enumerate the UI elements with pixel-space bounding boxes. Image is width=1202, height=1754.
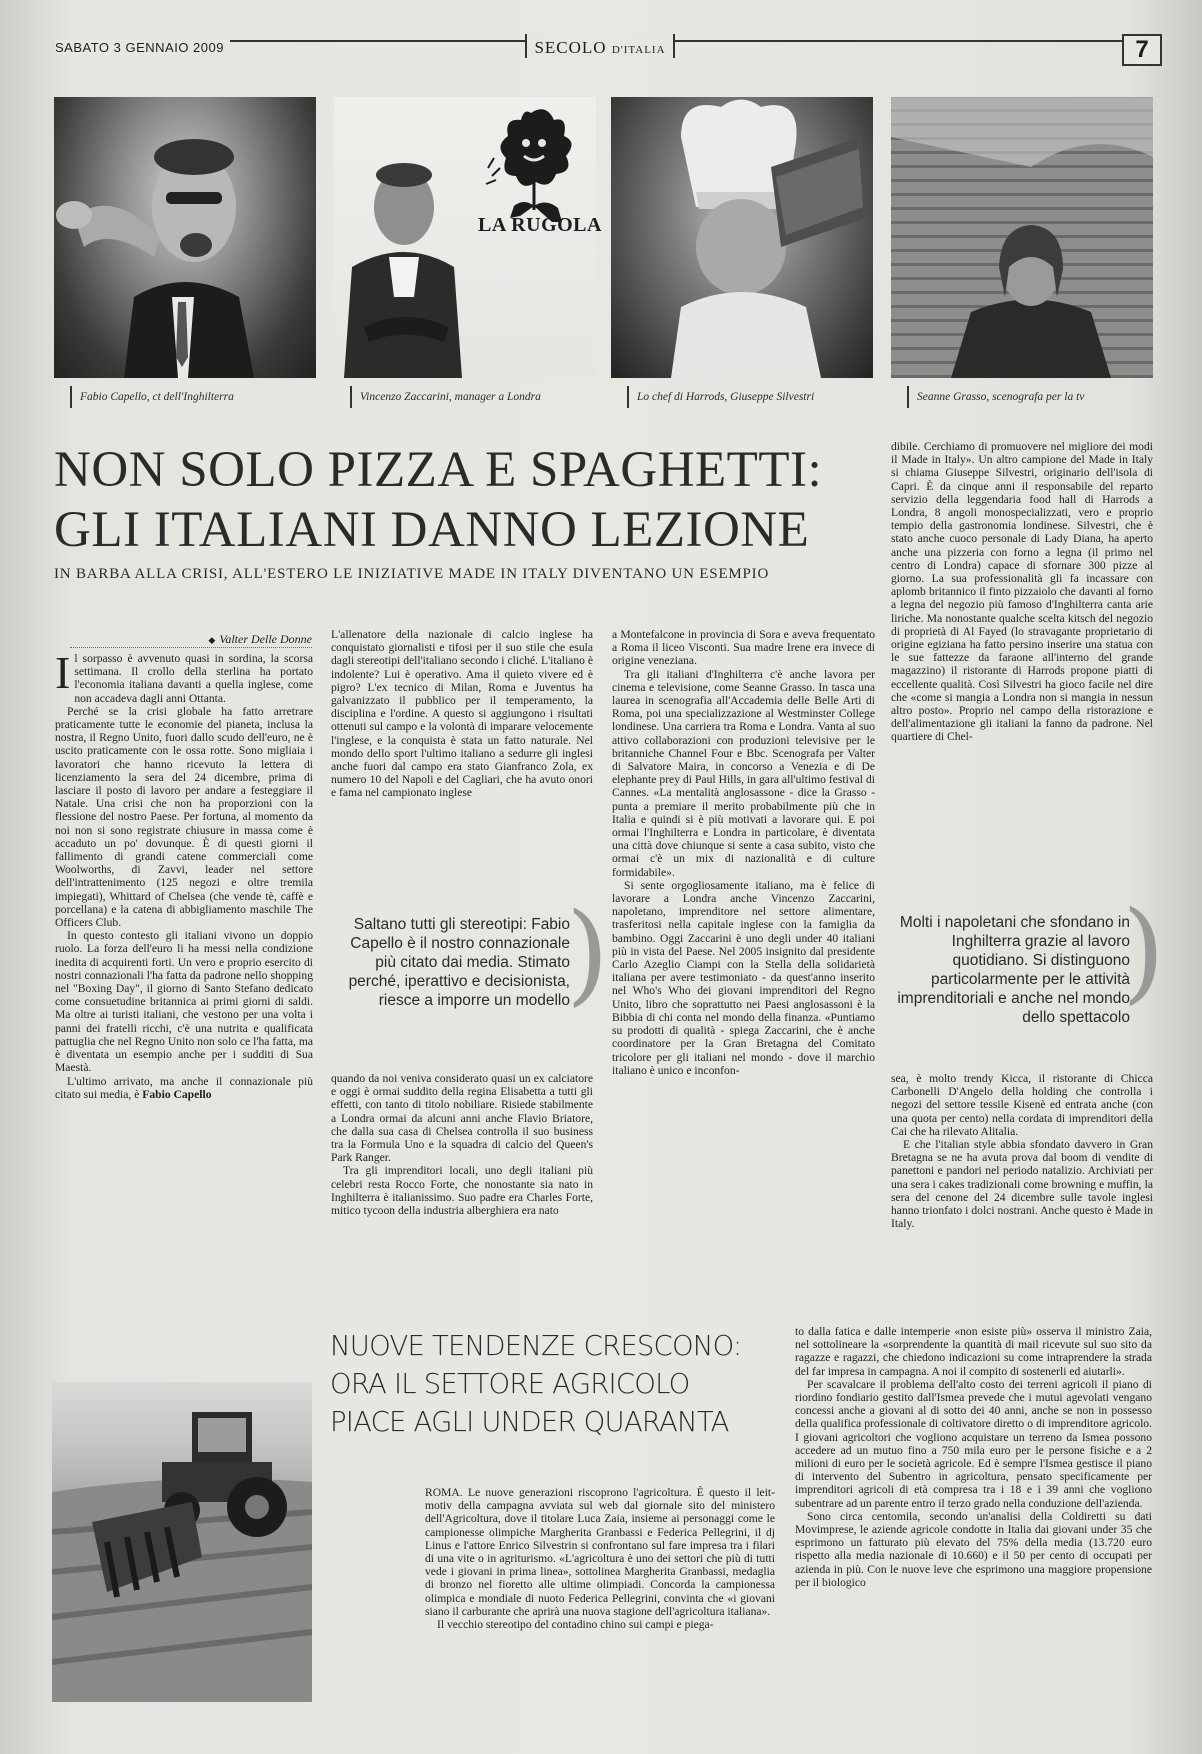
article1-col4-para: E che l'italian style abbia sfondato davvero in Gran Bretagna se ne ha avuta prova dal boom di vendite di panettoni e pandori nel periodo natalizio. Archiviati per una sera i cakes tradizionali come browning e muffin, la sera del cenone del 24 dicembre sulle tavole inglesi hanno trionfato i dolci nostrani. Anche questo è Made in Italy. [891, 1138, 1153, 1231]
article2-col1-para: ROMA. Le nuove generazioni riscoprono l'agricoltura. È questo il leit-motiv della campagna avviata sul web dal giornale sito del ministero dell'Agricoltura, dove il titolare Luca Zaia, insieme ai personaggi come le campionesse olimpiche Margherita Granbassi e Federica Pellegrini, il dj Linus e l'attore Enrico Silvestrin si confrontano sul fare impresa tra i filari di una vite o in agriturismo. «L'agricoltura è uno dei settori che più di tutti vede i giovani in prima linea», sottolinea Margherita Granbassi, medaglia di bronzo nel fioretto alle ultime olimpiadi. Concorda la campionessa olimpica e mondiale di nuoto Federica Pellegrini, convinta che «i giovani siano il carburante che aprirà una nuova stagione dell'agricoltura italiana». [425, 1486, 775, 1618]
article2-col2-para: to dalla fatica e dalle intemperie «non esiste più» osserva il ministro Zaia, nel sottolineare la «sorprendente la quantità di mail ricevute sul suo sito da ragazze e ragazzi, che chiedono indicazioni su come intraprendere la strada del far impresa in campagna. A noi il compito di sostenerli ed aiutarli». [795, 1325, 1152, 1378]
article2-column-2 [795, 1325, 1152, 1705]
secondary-headline-line1: NUOVE TENDENZE CRESCONO: [330, 1330, 742, 1362]
main-headline-line2: GLI ITALIANI DANNO LEZIONE [54, 502, 810, 558]
byline: ◆ Valter Delle Donne [70, 632, 312, 648]
pull-quote-1: Saltano tutti gli stereotipi: Fabio Capello è il nostro connazionale più citato dai media. Stimato perché, iperattivo e decisionista, riesce a imporre un modello [348, 916, 570, 1009]
article1-col3-para: a Montefalcone in provincia di Sora e aveva frequentato a Roma il liceo Visconti. Sua madre Irene era invece di origine veneziana. [612, 628, 875, 668]
caption-grasso: Seanne Grasso, scenografa per la tv [907, 386, 1143, 408]
article1-column-1 [55, 652, 313, 1292]
article1-column-2-top [331, 628, 593, 874]
article1-col3-para: Si sente orgogliosamente italiano, ma è felice di lavorare a Londra anche Vincenzo Zaccarini, napoletano, imprenditore nel settore alimentare, trasferitosi nella capitale inglese con la famiglia da bambino. Oggi Zaccarini è uno degli under 40 italiani più in vista del Paese. Nel 2005 insignito dal presidente Carlo Azeglio Ciampi con la Stella della solidarietà italiana per avere testimoniato - da quest'anno inserito nel Who's Who dei giovani imprenditori del Regno Unito, libro che soprattutto nei Paesi anglosassoni è la Bibbia di chi conta nel mondo della finanza. «Puntiamo su prodotti di qualità - spiega Zaccarini, che è anche coordinatore per la Gran Bretagna del Comitato tricolore per gli italiani nel mondo - dove il marchio italiano è unico e inconfon- [612, 878, 875, 1077]
article1-column-4-bottom [891, 1072, 1153, 1297]
caption-capello: Fabio Capello, ct dell'Inghilterra [70, 386, 234, 408]
main-headline [54, 440, 884, 560]
photo-giuseppe-silvestri [611, 97, 873, 378]
pull-quote-1-brace-icon: ) [566, 889, 609, 1017]
pull-quote-2: Molti i napoletani che sfondano in Inghilterra grazie al lavoro quotidiano. Si distinguono particolarmente per le attività imprenditoriali e anche nel mondo dello spettacolo [897, 914, 1130, 1026]
article1-column-4-top [891, 440, 1153, 880]
article1-col4-para: dibile. Cerchiamo di promuovere nel migliore dei modi il Made in Italy». Un altro campione del Made in Italy si chiama Giuseppe Silvestri, originario dell'isola di Capri. È da cinque anni il responsabile del reparto servizio della leggendaria food hall di Harrods a Londra, 8 angoli monospecializzati, vero e proprio tempio della gastronomia londinese. Silvestri, che è stato anche cuoco personale di Lady Diana, ha aperto anche una pizzeria con forno a legna (il primo nel centro di Londra) capace di sfornare 300 pizze al giorno. La sua professionalità gli fa incassare con aplomb britannico il finto pizzaiolo che davanti al forno a legna del negozio più famoso d'Inghilterra canta arie liriche. Ma nonostante qualche scelta kitsch del negozio di proprietà di Al Fayed (lo stravagante proprietario di origine egiziana ha fatto persino inserire una statua con le sue fattezze da faraone all'interno del grande magazzino) il ristorante di Harrods propone piatti di eccellente qualità. Così Silvestri ha gioco facile nel dire che «come si mangia a Londra non si mangia in nessun altro posto». Proprio nel campo della ristorazione e dell'alimentazione gli italiani la fanno da padrone. Nel quartiere di Chel- [891, 440, 1153, 744]
masthead [525, 34, 675, 58]
caption-zaccarini: Vincenzo Zaccarini, manager a Londra [350, 386, 541, 408]
article2-col2-para: Sono circa centomila, secondo un'analisi della Coldiretti su dati Movimprese, le aziende agricole condotte in Italia dai giovani under 35 che esprimono un fatturato più elevato del 75% della media (13.720 euro rispetto alla media nazionale di 10.660) e il 50 per cento di occupati per azienda in più. Con le nuove leve che esprimono una maggiore propensione per il biologico [795, 1509, 1152, 1589]
article2-dateline: ROMA. [425, 1486, 463, 1499]
article1-column-2-bottom [331, 1072, 593, 1297]
main-subhead: IN BARBA ALLA CRISI, ALL'ESTERO LE INIZIATIVE MADE IN ITALY DIVENTANO UN ESEMPIO [54, 566, 770, 582]
article1-col2-para: quando da noi veniva considerato quasi un ex calciatore e oggi è ormai suddito della regina Elisabetta a tutti gli effetti, con tanto di titolo nobiliare. Risiede stabilmente a Londra ormai da alcuni anni anche Flavio Briatore, che dalla sua casa di Chelsea controlla il suo business tra la Formula Uno e la squadra di calcio del Queen's Park Ranger. [331, 1072, 593, 1165]
article1-column-3 [612, 628, 875, 1297]
masthead-name: SECOLO [534, 38, 607, 57]
photo-fabio-capello [54, 97, 316, 378]
dropcap: I [55, 652, 71, 698]
article1-col1-para: Perché se la crisi globale ha fatto arretrare praticamente tutte le economie del pianeta, inclusa la nostra, il Regno Unito, fuori dallo scudo dell'euro, ne è uscito praticamente con le ossa rotte. Sono migliaia i lavoratori che hanno ricevuto la lettera di licenziamento la sera del 24 dicembre, prima di lasciare il posto di lavoro per andare a festeggiare il Natale. Una crisi che non ha proporzioni con la flessione del nostro Paese. Per fortuna, al momento da noi non si sono registrate chiusure in massa come è accaduto un po' dovunque. È di questi giorni il fallimento di grandi catene commerciali come Woolworths, di Zavvi, leader nel settore dell'intrattenimento (125 negozi e oltre tremila impiegati), Whittard of Chelsea (che vende tè, caffè e porcellana) e la catena di abbigliamento maschile The Officers Club. [55, 704, 313, 930]
article1-col1-para: L'ultimo arrivato, ma anche il connazionale più citato sui media, è Fabio Capello [55, 1074, 313, 1101]
header-date: SABATO 3 GENNAIO 2009 [55, 40, 230, 55]
la-rugola-logo-text: LA RUGOLA [478, 214, 602, 236]
article2-col2-para: Per scavalcare il problema dell'alto costo dei terreni agricoli il piano di riordino fondiario gestito dall'Ismea prevede che i mutui agevolati vengano concessi anche a giovani al di sotto dei 40 anni, anche se non in possesso della qualifica professionale di coltivatore diretto o di imprenditore agricolo. I giovani agricoltori che vogliono acquistare un terreno da Ismea possono accedere ad un mutuo fino a 750 mila euro per le persone fisiche e a 2 milioni di euro per le società agricole. Ed è sempre l'Ismea gestisce il piano di intervento del Subentro in agricoltura, pensato specificamente per imprenditori agricoli di età compresa tra i 18 e i 39 anni che vogliono subentrare ad un parente entro il terzo grado nella conduzione dell'azienda. [795, 1377, 1152, 1510]
pull-quote-2-brace-icon: ) [1122, 887, 1165, 1015]
masthead-suffix: D'ITALIA [611, 44, 666, 56]
article1-col3-para: Tra gli italiani d'Inghilterra c'è anche lavora per cinema e televisione, come Seanne Grasso. In tasca una laurea in scenografia all'Accademia delle Belle Arti di Roma, poi una specializzazione al Westminster College londinese. Una carriera tra Roma e Londra. Vanta al suo attivo collaborazioni con produzioni televisive per le britanniche Channel Four e Bbc. Scenografa per Valter di Salvatore Maira, in concorso a Venezia e di De elephante prey di Paul Hills, in gara all'ultimo festival di Cannes. «La mentalità anglosassone - dice la Grasso - punta a premiare il merito probabilmente più che in Italia e quindi si è più motivati a lavorare qui. E poi ormai l'Inghilterra e Londra in particolare, è diventata una città dove chiunque si sente a casa subito, visto che ormai c'è un mix di nazionalità e di culture formidabile». [612, 667, 875, 879]
article2-col1-para: Il vecchio stereotipo del contadino chino sui campi e piega- [437, 1618, 714, 1632]
article1-col1-para: In questo contesto gli italiani vivono un doppio ruolo. La forza dell'euro li ha messi nella condizione inedita di acquirenti forti. Un vero e proprio esercito di nostri connazionali l'ha fatta da padrone nello shopping nel "Boxing Day", il giorno di Santo Stefano dedicato come consuetudine britannica ai primi giorni di saldi. Ma oltre ai turisti italiani, che vestono per una volta i panni dei fratelli ricchi, c'è una nutrita e qualificata pattuglia che nel Regno Unito non solo ce l'ha fatta, ma è diventata un esempio anche per i sudditi di Sua Maestà. [55, 929, 313, 1075]
main-headline-line1: NON SOLO PIZZA E SPAGHETTI: [54, 442, 823, 498]
photo-tractor [52, 1382, 312, 1702]
photo-seanne-grasso [891, 97, 1153, 378]
article1-col2-para: L'allenatore della nazionale di calcio inglese ha conquistato giornalisti e tifosi per il suo stile che esula dagli stereotipi dell'italiano secondo i cliché. L'italiano è indolente? Lui è operativo. Ama il quieto vivere ed è pigro? L'ex tecnico di Milan, Roma e Juventus ha galvanizzato il pubblico per il temperamento, la disciplina e l'ordine. A questo si aggiungono i risultati ottenuti sul campo e la volontà di imparare velocemente l'inglese, e la conquista è stata un fatto naturale. Nel mondo dello sport l'ultimo italiano a sedurre gli inglesi anche fuori dal campo era stato Gianfranco Zola, ex numero 10 del Napoli e del Cagliari, che ha avuto onori e fama nel campionato inglese [331, 628, 593, 800]
article1-col2-para: Tra gli imprenditori locali, uno degli italiani più celebri resta Rocco Forte, che nonostante sia nato in Inghilterra è italianissimo. Suo padre era Charles Forte, mitico tycoon della industria alberghiera era nato [331, 1164, 593, 1218]
secondary-headline [330, 1327, 790, 1441]
caption-silvestri: Lo chef di Harrods, Giuseppe Silvestri [627, 386, 814, 408]
secondary-headline-line3: PIACE AGLI UNDER QUARANTA [330, 1406, 729, 1438]
article1-col1-para: Il sorpasso è avvenuto quasi in sordina, la scorsa settimana. Il crollo della sterlina ha portato l'economia italiana davanti a quella inglese, come non accadeva dagli anni Ottanta. [55, 652, 313, 705]
article2-column-1 [425, 1486, 775, 1704]
secondary-headline-line2: ORA IL SETTORE AGRICOLO [330, 1368, 690, 1400]
page-header [55, 34, 1162, 70]
article1-col4-para: sea, è molto trendy Kicca, il ristorante di Chicca Carbonelli D'Angelo della holding che controlla i negozi del settore tessile Kisenè ed entrata anche (con una quota per cento) nella cordata di imprenditori della Cai che ha rilevato Alitalia. [891, 1072, 1153, 1138]
page-number: 7 [1122, 34, 1162, 66]
